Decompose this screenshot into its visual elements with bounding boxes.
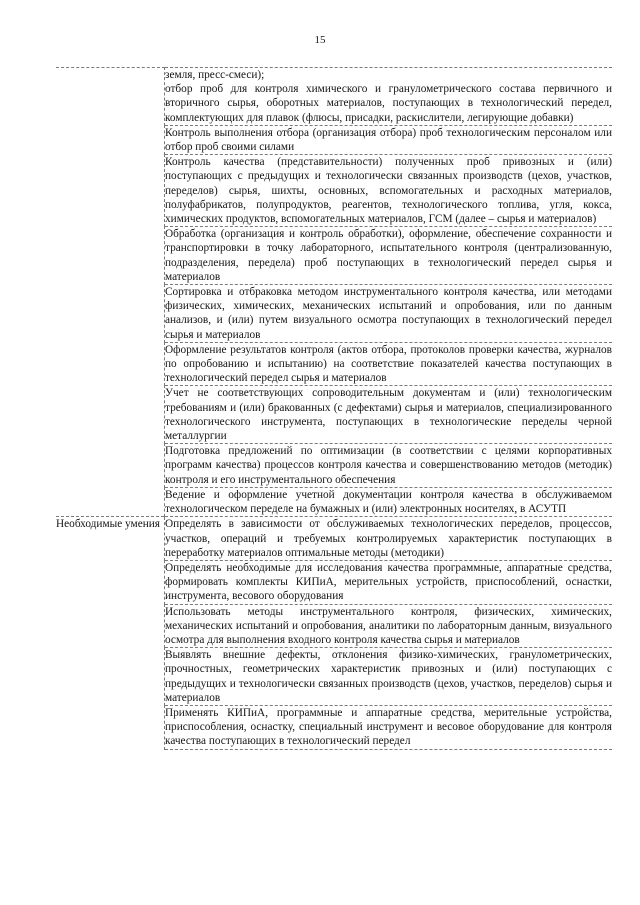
table-row	[56, 517, 612, 561]
table-cell: Выявлять внешние дефекты, отклонения физико-химических, гранулометрических, прочностных, геометрических характеристик привозных и (или) поступающих с предыдущих и технологически связанных производств (цехов, участков, переделов) сырья и материалов	[165, 649, 612, 704]
table-cell: Оформление результатов контроля (актов отбора, протоколов проверки качества, журналов по опробованию и испытанию) на соответствие показателей качества поступающих в технологический передел сырья и материалов	[165, 343, 612, 385]
page-number: 15	[314, 34, 326, 46]
table-cell: Применять КИПиА, программные и аппаратные средства, мерительные устройства, приспособления, оснастку, специальный инструмент и весовое оборудование для контроля качества поступающих в технологический передел	[165, 706, 612, 748]
section-label: Необходимые умения	[56, 517, 165, 749]
table-cell: земля, пресс-смеси); отбор проб для контроля химического и гранулометрического состава первичного и вторичного сырья, оборотных материалов, поступающих в технологический передел, комплектующих для плавок (флюсы, присадки, раскислители, легирующие добавки)	[165, 69, 612, 124]
competency-table	[56, 67, 612, 750]
section-label	[56, 68, 165, 517]
table-cell: Обработка (организация и контроль обработки), оформление, обеспечение сохранности и транспортировки в точку лабораторного, испытательного контроля (централизованную, подразделения, передела) проб поступающих в технологический передел сырья и материалов	[165, 228, 612, 283]
table-cell: Определять необходимые для исследования качества программные, аппаратные средства, формировать комплекты КИПиА, мерительных устройств, приспособлений, оснастки, инструмента, весового оборудования	[165, 561, 612, 603]
table-cell: Контроль качества (представительности) полученных проб привозных и (или) поступающих с предыдущих и технологически связанных производств (цехов, участков, переделов) сырья, шихты, основных, вспомогательных и расходных материалов, полуфабрикатов, полупродуктов, реагентов, технологического топлива, угля, кокса, химических продуктов, вспомогательных материалов, ГСМ (далее – сырья и материалов)	[165, 156, 612, 226]
table-cell: Сортировка и отбраковка методом инструментального контроля качества, или методами физических, химических, механических испытаний и опробования, или по данным анализов, и (или) путем визуального осмотра поступающих в технологический передел сырья и материалов	[165, 286, 612, 341]
table-cell: Ведение и оформление учетной документации контроля качества в обслуживаемом технологическом переделе на бумажных и (или) электронных носителях, в АСУТП	[165, 488, 612, 516]
table-cell: Подготовка предложений по оптимизации (в соответствии с целями корпоративных программ качества) процессов контроля качества и совершенствованию методов (методик) контроля и его инструментального обеспечения	[165, 445, 612, 486]
table-cell: Использовать методы инструментального контроля, физических, химических, механических испытаний и опробования, аналитики по лабораторным данным, визуального осмотра для выполнения входного контроля качества сырья и материалов	[165, 605, 612, 646]
table-cell: Контроль выполнения отбора (организация отбора) проб технологическим персоналом или отбор проб своими силами	[165, 126, 612, 154]
table-cell: Определять в зависимости от обслуживаемых технологических переделов, процессов, участков, операций и требуемых контролируемых характеристик поступающих в переработку материалов оптимальные методы (методики)	[165, 518, 612, 559]
table-row	[56, 68, 612, 126]
table-cell: Учет не соответствующих сопроводительным документам и (или) технологическим требованиям и (или) бракованных (с дефектами) сырья и материалов, специализированного технологического инструмента, поступающих в технологические переделы черной металлургии	[165, 387, 612, 443]
